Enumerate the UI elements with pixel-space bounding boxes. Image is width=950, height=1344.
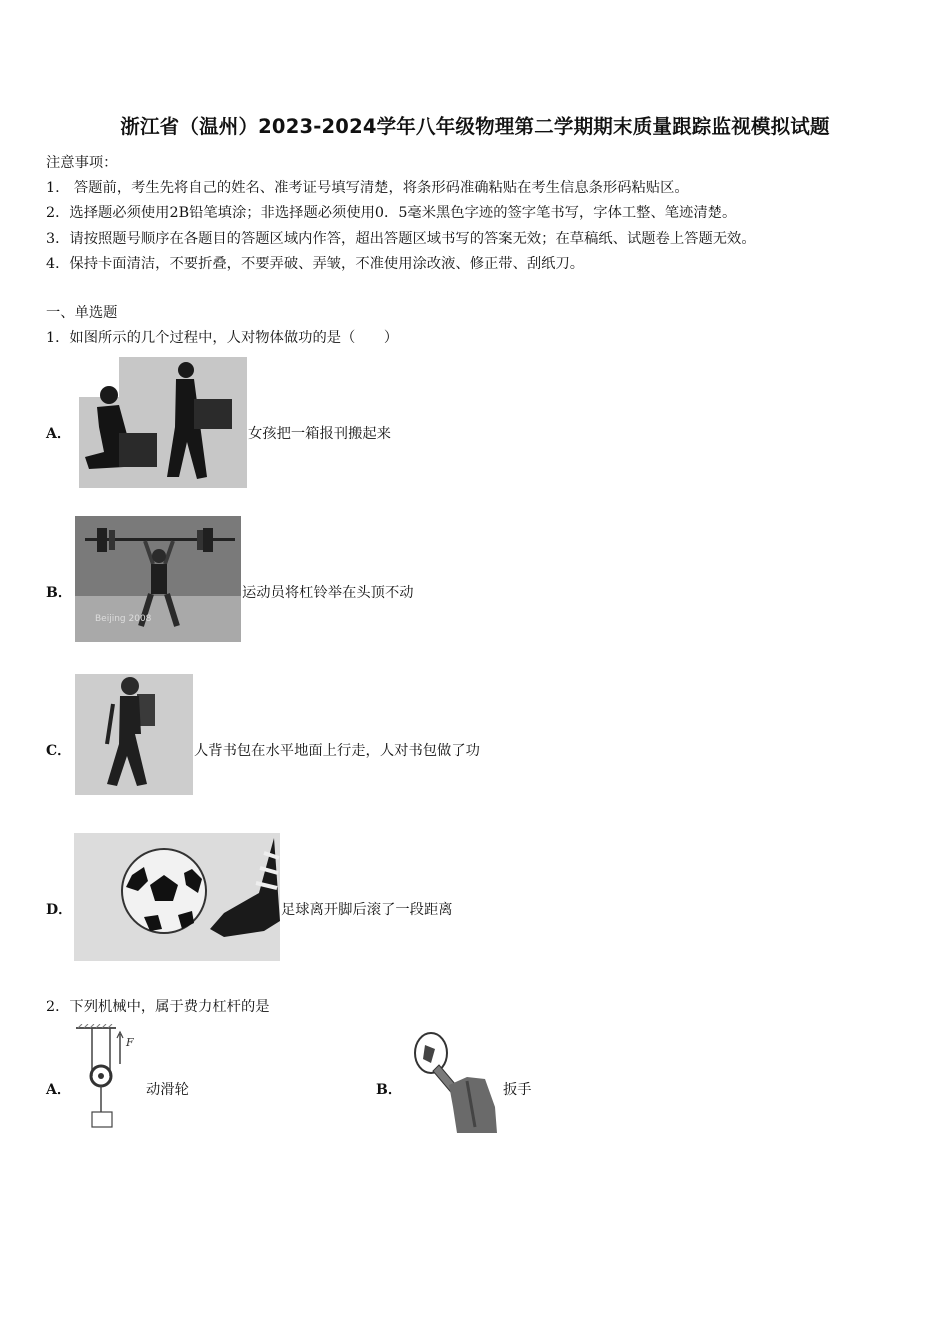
girl-lifting-box-figure xyxy=(79,357,247,488)
movable-pulley-image xyxy=(72,1024,144,1132)
person-with-backpack-figure xyxy=(75,674,193,795)
option-text-a: 女孩把一箱报刊搬起来 xyxy=(248,426,391,442)
question-2-stem: 2．下列机械中，属于费力杠杆的是 xyxy=(46,999,270,1015)
option-text-d: 足球离开脚后滚了一段距离 xyxy=(281,902,453,918)
person-with-backpack-image xyxy=(75,674,193,795)
force-label-f: F xyxy=(126,1036,134,1049)
option-label-d: D． xyxy=(46,902,73,918)
notice-item: 1. 答题前，考生先将自己的姓名、准考证号填写清楚，将条形码准确粘贴在考生信息条形码粘贴区。 xyxy=(46,180,689,196)
notice-item: 3．请按照题号顺序在各题目的答题区域内作答，超出答题区域书写的答案无效；在草稿纸、试题卷上答题无效。 xyxy=(46,231,756,247)
q2-option-text-b: 扳手 xyxy=(503,1082,532,1098)
weightlifter-figure xyxy=(75,516,241,642)
football-and-boot-figure xyxy=(74,833,280,961)
watermark-text: Beijing 2008 xyxy=(95,614,152,624)
section-title: 一、单选题 xyxy=(46,305,118,321)
option-text-c: 人背书包在水平地面上行走，人对书包做了功 xyxy=(194,743,480,759)
notice-item: 2．选择题必须使用2B铅笔填涂；非选择题必须使用0．5毫米黑色字迹的签字笔书写，字体工整、笔迹清楚。 xyxy=(46,205,737,221)
notice-item: 4．保持卡面清洁，不要折叠，不要弄破、弄皱，不准使用涂改液、修正带、刮纸刀。 xyxy=(46,256,585,272)
q2-option-label-a: A． xyxy=(46,1082,71,1098)
q2-option-label-b: B． xyxy=(376,1082,402,1098)
q2-option-text-a: 动滑轮 xyxy=(146,1082,189,1098)
option-label-a: A． xyxy=(46,426,71,442)
notice-heading: 注意事项： xyxy=(46,155,118,171)
wrench-image xyxy=(405,1027,502,1133)
question-1-stem: 1．如图所示的几个过程中，人对物体做功的是（ ） xyxy=(46,330,399,346)
page-title: 浙江省（温州）2023-2024学年八年级物理第二学期期末质量跟踪监视模拟试题 xyxy=(120,115,830,138)
girl-lifting-box-image xyxy=(79,357,247,488)
football-and-boot-image xyxy=(74,833,280,961)
option-label-c: C． xyxy=(46,743,72,759)
weightlifter-image xyxy=(75,516,241,642)
option-text-b: 运动员将杠铃举在头顶不动 xyxy=(242,585,414,601)
option-label-b: B． xyxy=(46,585,72,601)
movable-pulley-diagram xyxy=(72,1024,144,1132)
wrench-figure xyxy=(405,1027,502,1133)
